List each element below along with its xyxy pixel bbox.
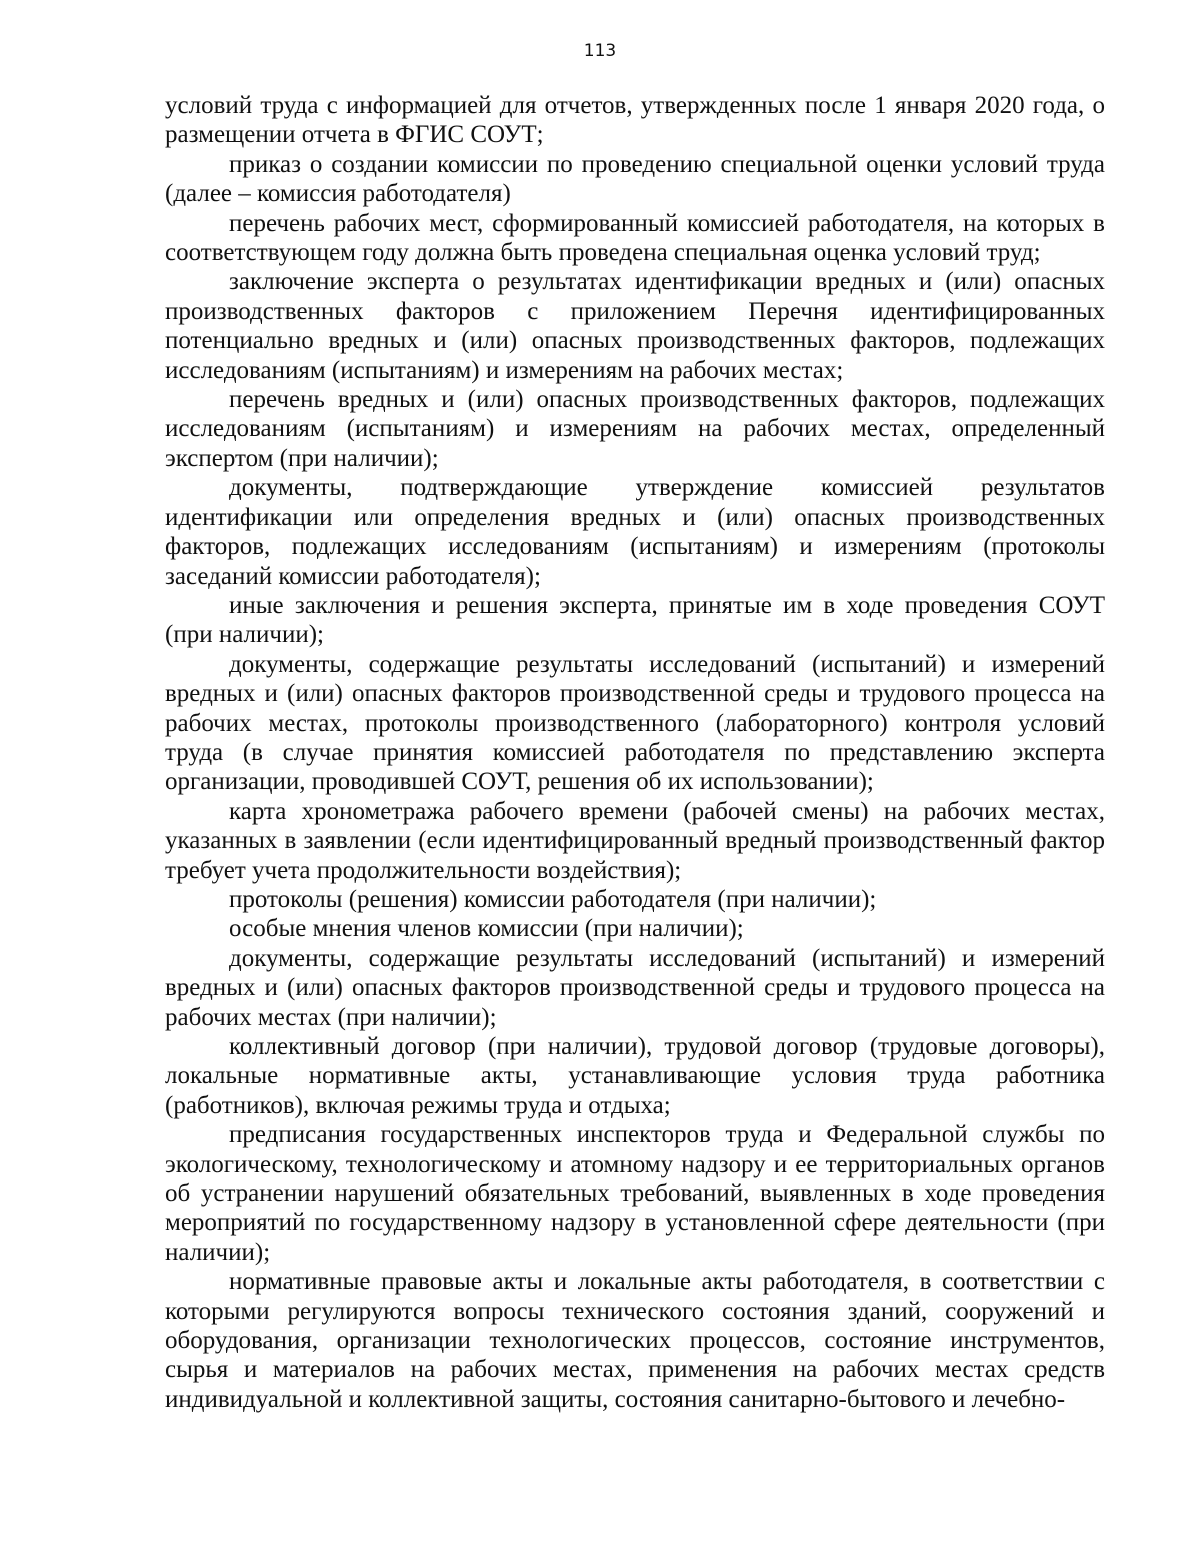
paragraph: особые мнения членов комиссии (при наличии); [229, 915, 744, 943]
paragraph: документы, содержащие результаты исследований (испытаний) и измерений вредных и (или) опасных факторов производственной среды и трудового процесса на рабочих местах (при наличии); [165, 944, 1105, 1031]
paragraph: протоколы (решения) комиссии работодателя (при наличии); [229, 885, 877, 913]
paragraph: приказ о создании комиссии по проведению специальной оценки условий труда (далее – комиссия работодателя) [165, 150, 1105, 208]
paragraph: перечень вредных и (или) опасных производственных факторов, подлежащих исследованиям (испытаниям) и измерениям на рабочих местах, определенный экспертом (при наличии); [165, 386, 1105, 472]
paragraph: документы, подтверждающие утверждение комиссией результатов идентификации или определения вредных и (или) опасных производственных факторов, подлежащих исследованиям (испытаниям) и измерениям (протоколы заседаний комиссии работодателя); [165, 474, 1105, 590]
paragraph: условий труда с информацией для отчетов, утвержденных после 1 января 2020 года, о размещении отчета в ФГИС СОУТ; [165, 92, 1105, 149]
paragraph: заключение эксперта о результатах идентификации вредных и (или) опасных производственных факторов с приложением Перечня идентифицированных потенциально вредных и (или) опасных производственных факторов, подлежащих исследованиям (испытаниям) и измерениям на рабочих местах; [165, 268, 1105, 384]
paragraph: карта хронометража рабочего времени (рабочей смены) на рабочих местах, указанных в заявлении (если идентифицированный вредный производственный фактор требует учета продолжительности воздействия); [165, 797, 1105, 884]
paragraph: предписания государственных инспекторов труда и Федеральной службы по экологическому, технологическому и атомному надзору и ее территориальных органов об устранении нарушений обязательных требований, выявленных в ходе проведения мероприятий по государственному надзору в установленной сфере деятельности (при наличии); [165, 1121, 1105, 1266]
paragraph: коллективный договор (при наличии), трудовой договор (трудовые договоры), локальные нормативные акты, устанавливающие условия труда работника (работников), включая режимы труда и отдыха; [165, 1033, 1105, 1119]
paragraph: документы, содержащие результаты исследований (испытаний) и измерений вредных и (или) опасных факторов производственной среды и трудового процесса на рабочих местах, протоколы производственного (лабораторного) контроля условий труда (в случае принятия комиссией работодателя по представлению эксперта организации, проводившей СОУТ, решения об их использовании); [165, 650, 1105, 796]
document-body [165, 91, 1105, 1414]
paragraph: нормативные правовые акты и локальные акты работодателя, в соответствии с которыми регулируются вопросы технического состояния зданий, сооружений и оборудования, организации технологических процессов, состояние инструментов, сырья и материалов на рабочих местах, применения на рабочих местах средств индивидуальной и коллективной защиты, состояния санитарно-бытового и лечебно- [165, 1268, 1105, 1413]
page-number: 113 [583, 41, 617, 61]
paragraph: иные заключения и решения эксперта, принятые им в ходе проведения СОУТ (при наличии); [165, 591, 1105, 649]
paragraph: перечень рабочих мест, сформированный комиссией работодателя, на которых в соответствующем году должна быть проведена специальная оценка условий труд; [165, 209, 1105, 267]
